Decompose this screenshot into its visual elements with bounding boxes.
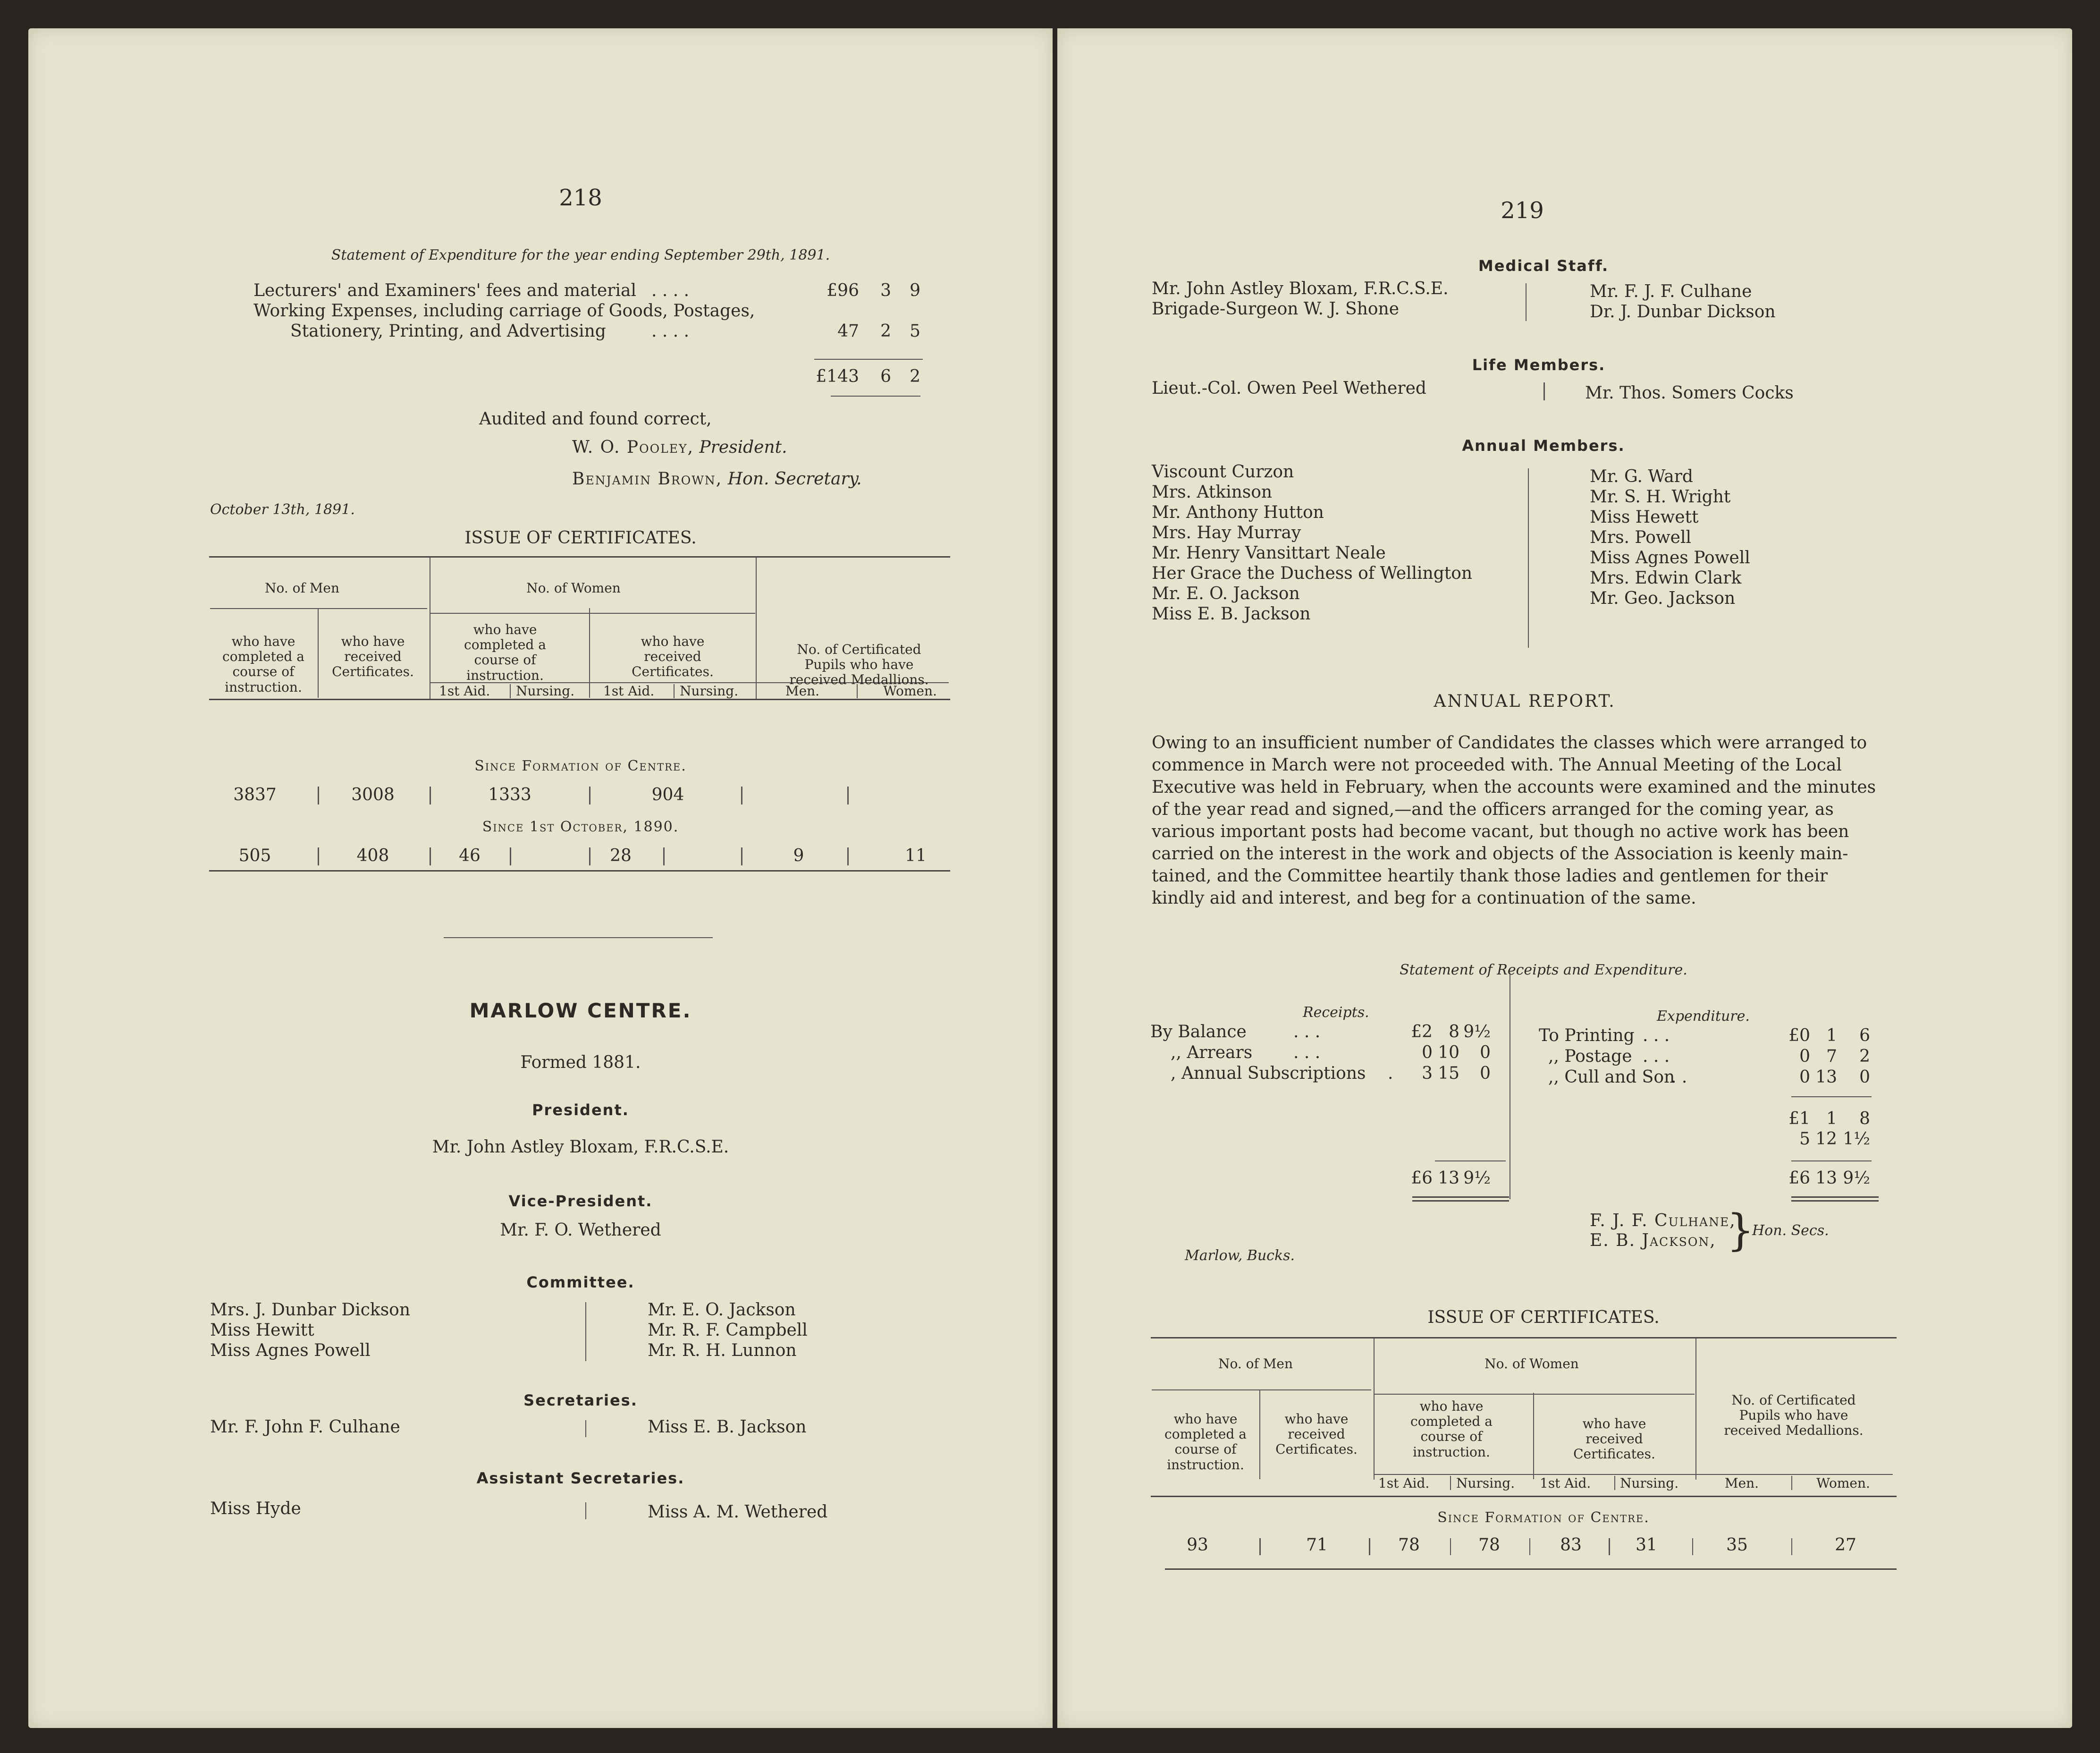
committee-member: Mrs. J. Dunbar Dickson: [210, 1300, 411, 1320]
expenditure-dots: . . .: [1643, 1026, 1670, 1045]
amount-pounds: £96: [827, 281, 859, 300]
expenditure-leaders: . . . .: [651, 322, 690, 341]
sub-first-aid: 1st Aid.: [1540, 1475, 1591, 1491]
annual-member: Mr. E. O. Jackson: [1152, 584, 1300, 603]
sub-nursing: Nursing.: [1620, 1475, 1679, 1491]
amount-pence: 5: [910, 322, 920, 341]
receipts-total-shillings: 13: [1438, 1169, 1459, 1188]
annual-member: Mr. Anthony Hutton: [1152, 503, 1324, 522]
annual-member: Mrs. Atkinson: [1152, 483, 1273, 502]
vice-president-name: Mr. F. O. Wethered: [500, 1220, 661, 1240]
cell: 27: [1835, 1535, 1856, 1555]
col-men-completed: who have completed a course of instruction.: [222, 634, 304, 695]
col-group-men: No. of Men: [264, 580, 340, 596]
expenditure-leaders: . . . .: [651, 281, 690, 300]
receipts-total-pence: 9½: [1463, 1169, 1491, 1188]
expenditure-pence: 6: [1859, 1026, 1870, 1045]
total-pence: 2: [910, 367, 920, 386]
annual-member: Miss Agnes Powell: [1590, 548, 1750, 567]
page-number: 219: [1501, 197, 1544, 224]
formed-year: Formed 1881.: [520, 1053, 641, 1072]
left-page: [28, 28, 1053, 1728]
expenditure-pounds: 0: [1799, 1067, 1810, 1087]
annual-member: Mr. S. H. Wright: [1590, 487, 1731, 507]
certificates-title: ISSUE OF CERTIFICATES.: [464, 528, 697, 548]
report-line: Executive was held in February, when the accounts were examined and the minutes: [1152, 778, 1876, 797]
expenditure-total-shillings: 13: [1815, 1169, 1837, 1188]
cell: 31: [1636, 1535, 1657, 1555]
section-since-october: Since 1st October, 1890.: [482, 819, 679, 835]
secretary-name: Miss E. B. Jackson: [648, 1417, 807, 1437]
expenditure-pounds: £0: [1788, 1026, 1810, 1045]
receipt-dots: . . .: [1293, 1022, 1321, 1042]
secretaries-heading: Secretaries.: [523, 1391, 638, 1409]
report-line: of the year read and signed,—and the officers arranged for the coming year, as: [1152, 800, 1834, 819]
receipt-label: ,, Arrears: [1171, 1043, 1253, 1062]
president-signature-role: President.: [699, 438, 787, 457]
sub-men: Men.: [785, 683, 820, 699]
expenditure-heading: Expenditure.: [1657, 1008, 1750, 1025]
expenditure-dots: . .: [1671, 1067, 1687, 1087]
total-rule: [831, 396, 920, 397]
annual-member: Miss Hewett: [1590, 508, 1699, 527]
expenditure-label: ,, Cull and Son: [1548, 1067, 1675, 1087]
cell: 904: [651, 785, 684, 805]
report-line: various important posts had become vacant, but though no active work has been: [1152, 822, 1849, 841]
balance-pounds: 5: [1799, 1129, 1810, 1149]
receipt-label: By Balance: [1150, 1022, 1247, 1042]
cell: 78: [1478, 1535, 1500, 1555]
receipt-pounds: 3: [1422, 1064, 1433, 1083]
amount-pounds: 47: [837, 322, 859, 341]
expenditure-subtotal-pounds: £1: [1788, 1109, 1810, 1128]
right-page: [1057, 28, 2072, 1728]
life-member: Mr. Thos. Somers Cocks: [1585, 383, 1794, 403]
cell: 93: [1187, 1535, 1208, 1555]
expenditure-total-pounds: £6: [1788, 1169, 1810, 1188]
signatory: E. B. Jackson,: [1590, 1231, 1716, 1250]
brace-icon: }: [1727, 1205, 1754, 1255]
col-women-completed: who have completed a course of instruction.: [464, 622, 546, 683]
assistant-secretaries-heading: Assistant Secretaries.: [476, 1469, 685, 1487]
receipt-dots: .: [1388, 1064, 1393, 1083]
receipt-pounds: 0: [1422, 1043, 1433, 1062]
report-line: carried on the interest in the work and objects of the Association is keenly main-: [1152, 844, 1848, 864]
sub-first-aid: 1st Aid.: [439, 683, 490, 699]
cell: 78: [1398, 1535, 1420, 1555]
annual-member: Mrs. Edwin Clark: [1590, 568, 1742, 588]
receipt-dots: . . .: [1293, 1043, 1321, 1062]
receipts-heading: Receipts.: [1303, 1004, 1369, 1021]
sub-nursing: Nursing.: [1456, 1475, 1515, 1491]
col-men-completed: who have completed a course of instruction.: [1164, 1411, 1247, 1473]
committee-member: Mr. R. F. Campbell: [648, 1321, 808, 1340]
receipt-pounds: £2: [1411, 1022, 1433, 1042]
cell: 505: [238, 846, 271, 865]
report-line: kindly aid and interest, and beg for a continuation of the same.: [1152, 889, 1696, 908]
cell: 408: [356, 846, 389, 865]
audited-note: Audited and found correct,: [479, 409, 712, 429]
expenditure-subtotal-pence: 8: [1859, 1109, 1870, 1128]
amount-pence: 9: [910, 281, 920, 300]
expenditure-shillings: 7: [1826, 1047, 1837, 1066]
committee-heading: Committee.: [526, 1273, 635, 1291]
president-heading: President.: [532, 1101, 629, 1119]
balance-shillings: 12: [1815, 1129, 1837, 1149]
expenditure-total-pence: 9½: [1843, 1169, 1870, 1188]
col-medallions: No. of Certificated Pupils who have received Medallions.: [1724, 1392, 1864, 1439]
sum-rule: [814, 359, 923, 360]
sub-nursing: Nursing.: [516, 683, 575, 699]
centre-title: MARLOW CENTRE.: [469, 999, 692, 1022]
cell: 46: [459, 846, 481, 865]
expenditure-item-label: Stationery, Printing, and Advertising: [290, 322, 606, 341]
president-name: Mr. John Astley Bloxam, F.R.C.S.E.: [432, 1137, 729, 1157]
annual-member: Mr. G. Ward: [1590, 467, 1693, 486]
secretary-signature-name: Benjamin Brown,: [572, 469, 723, 489]
amount-shillings: 2: [880, 322, 891, 341]
total-shillings: 6: [880, 367, 891, 386]
cell: 28: [610, 846, 632, 865]
col-men-received: who have received Certificates.: [1275, 1411, 1358, 1457]
expenditure-item-label: Lecturers' and Examiners' fees and material: [253, 281, 636, 300]
sub-first-aid: 1st Aid.: [1378, 1475, 1430, 1491]
annual-member: Mrs. Powell: [1590, 528, 1692, 547]
statement-date: October 13th, 1891.: [210, 501, 355, 518]
sub-women: Women.: [883, 683, 937, 699]
expenditure-shillings: 1: [1826, 1026, 1837, 1045]
sub-nursing: Nursing.: [680, 683, 739, 699]
section-since-formation: Since Formation of Centre.: [1437, 1509, 1650, 1526]
report-line: tained, and the Committee heartily thank those ladies and gentlemen for their: [1152, 866, 1828, 886]
receipt-label: , Annual Subscriptions: [1171, 1064, 1366, 1083]
col-women-received: who have received Certificates.: [632, 634, 714, 680]
report-line: Owing to an insufficient number of Candidates the classes which were arranged to: [1152, 733, 1867, 753]
page-number: 218: [559, 185, 602, 211]
expenditure-label: ,, Postage: [1548, 1047, 1632, 1066]
col-medallions: No. of Certificated Pupils who have received Medallions.: [789, 642, 929, 688]
cell: 83: [1560, 1535, 1582, 1555]
col-women-received: who have received Certificates.: [1573, 1416, 1655, 1462]
cell: 3837: [233, 785, 277, 805]
annual-member: Mrs. Hay Murray: [1152, 523, 1301, 542]
medical-staff-heading: Medical Staff.: [1478, 257, 1609, 275]
expenditure-dots: . . .: [1643, 1047, 1670, 1066]
place: Marlow, Bucks.: [1185, 1247, 1295, 1264]
committee-member: Mr. R. H. Lunnon: [648, 1341, 797, 1360]
committee-member: Miss Agnes Powell: [210, 1341, 371, 1360]
sub-men: Men.: [1724, 1475, 1759, 1491]
receipt-shillings: 8: [1449, 1022, 1459, 1042]
expenditure-pounds: 0: [1799, 1047, 1810, 1066]
balance-pence: 1½: [1843, 1129, 1870, 1149]
life-member: Lieut.-Col. Owen Peel Wethered: [1152, 379, 1426, 398]
expenditure-shillings: 13: [1815, 1067, 1837, 1087]
medical-staff-member: Mr. F. J. F. Culhane: [1590, 282, 1752, 301]
committee-member: Mr. E. O. Jackson: [648, 1300, 796, 1320]
total-pounds: £143: [816, 367, 859, 386]
vice-president-heading: Vice-President.: [508, 1192, 653, 1210]
section-since-formation: Since Formation of Centre.: [474, 758, 687, 774]
annual-members-heading: Annual Members.: [1462, 437, 1625, 455]
committee-member: Miss Hewitt: [210, 1321, 314, 1340]
col-group-men: No. of Men: [1218, 1356, 1293, 1372]
expenditure-pence: 0: [1859, 1067, 1870, 1087]
section-divider: [444, 937, 713, 938]
receipt-shillings: 15: [1438, 1064, 1459, 1083]
receipt-pence: 0: [1480, 1064, 1491, 1083]
medical-staff-member: Mr. John Astley Bloxam, F.R.C.S.E.: [1152, 279, 1449, 298]
cell: 71: [1306, 1535, 1328, 1555]
annual-member: Miss E. B. Jackson: [1152, 604, 1311, 624]
president-signature-name: W. O. Pooley,: [572, 438, 694, 457]
signatories-role: Hon. Secs.: [1752, 1222, 1829, 1239]
expenditure-pence: 2: [1859, 1047, 1870, 1066]
expenditure-item-label: Working Expenses, including carriage of Goods, Postages,: [253, 301, 755, 321]
signatory: F. J. F. Culhane,: [1590, 1211, 1736, 1230]
receipt-pence: 0: [1480, 1043, 1491, 1062]
col-women-completed: who have completed a course of instruction.: [1410, 1398, 1493, 1460]
certificates-title: ISSUE OF CERTIFICATES.: [1427, 1308, 1660, 1327]
assistant-secretary-name: Miss A. M. Wethered: [648, 1502, 828, 1522]
col-group-women: No. of Women: [526, 580, 621, 596]
expenditure-subtotal-shillings: 1: [1826, 1109, 1837, 1128]
statement-title: Statement of Receipts and Expenditure.: [1400, 962, 1687, 978]
cell: 3008: [351, 785, 395, 805]
annual-member: Viscount Curzon: [1152, 462, 1294, 482]
annual-member: Her Grace the Duchess of Wellington: [1152, 564, 1473, 583]
medical-staff-member: Dr. J. Dunbar Dickson: [1590, 302, 1776, 322]
life-members-heading: Life Members.: [1472, 356, 1606, 374]
receipts-total-pounds: £6: [1411, 1169, 1433, 1188]
annual-member: Mr. Henry Vansittart Neale: [1152, 543, 1386, 563]
cell: 9: [793, 846, 804, 865]
cell: 35: [1726, 1535, 1748, 1555]
receipt-pence: 9½: [1463, 1022, 1491, 1042]
report-line: commence in March were not proceeded with. The Annual Meeting of the Local: [1152, 755, 1842, 775]
secretary-name: Mr. F. John F. Culhane: [210, 1417, 400, 1437]
receipt-shillings: 10: [1438, 1043, 1459, 1062]
expenditure-label: To Printing: [1539, 1026, 1635, 1045]
col-group-women: No. of Women: [1484, 1356, 1579, 1372]
annual-report-title: ANNUAL REPORT.: [1434, 692, 1616, 711]
sub-women: Women.: [1816, 1475, 1870, 1491]
assistant-secretary-name: Miss Hyde: [210, 1499, 301, 1518]
expenditure-title: Statement of Expenditure for the year ending September 29th, 1891.: [331, 247, 830, 263]
sub-first-aid: 1st Aid.: [603, 683, 655, 699]
medical-staff-member: Brigade-Surgeon W. J. Shone: [1152, 299, 1400, 319]
amount-shillings: 3: [880, 281, 891, 300]
secretary-signature-role: Hon. Secretary.: [727, 469, 862, 489]
annual-member: Mr. Geo. Jackson: [1590, 589, 1736, 608]
col-men-received: who have received Certificates.: [332, 634, 414, 680]
cell: 11: [905, 846, 927, 865]
cell: 1333: [488, 785, 531, 805]
